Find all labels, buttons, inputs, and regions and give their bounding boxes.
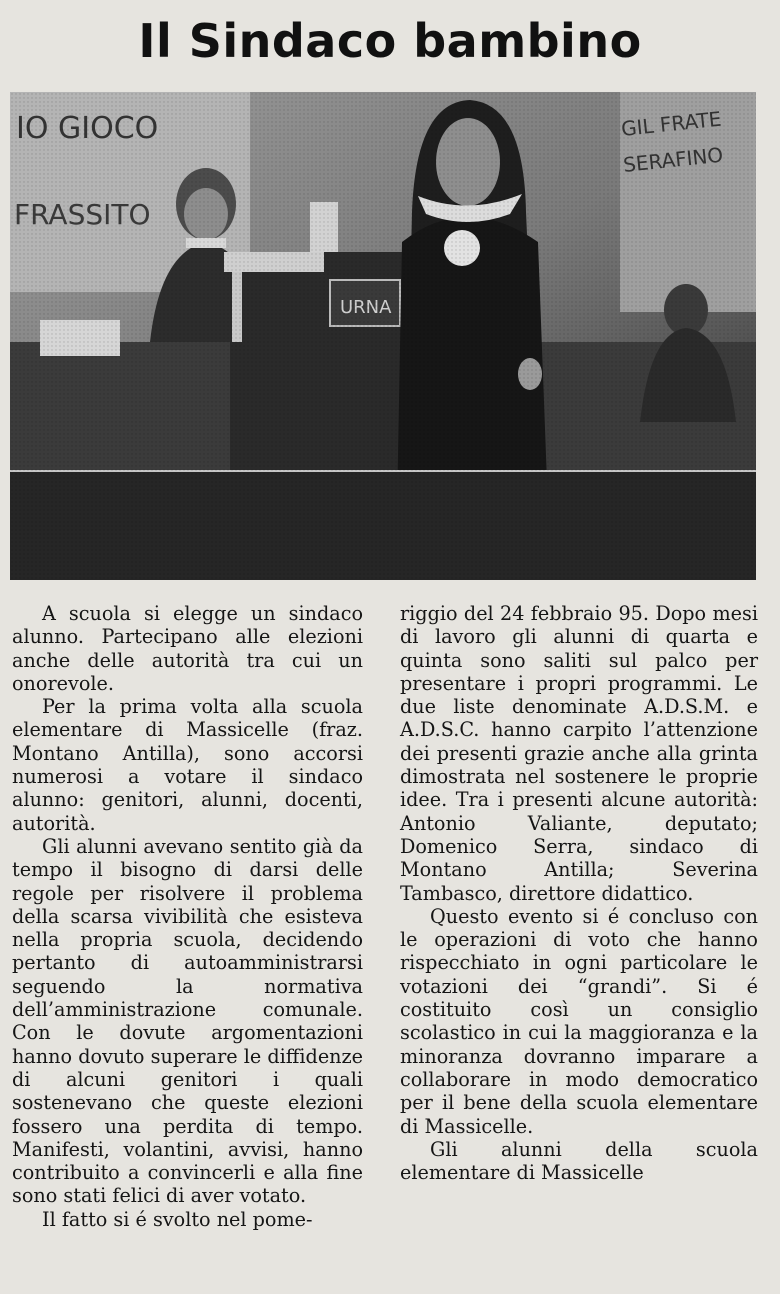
headline: Il Sindaco bambino bbox=[138, 14, 642, 68]
signature-line: Gli alunni della scuola elementare di Massicelle bbox=[400, 1137, 758, 1185]
paragraph-4: Il fatto si é svolto nel pome- bbox=[42, 1207, 313, 1231]
left-column bbox=[12, 602, 363, 1231]
article-photo bbox=[10, 92, 756, 580]
photo-illustration bbox=[10, 92, 756, 580]
paragraph-1: A scuola si elegge un sindaco alunno. Partecipano alle elezioni anche delle autorità tra cui un onorevole. bbox=[12, 602, 363, 695]
paragraph-5: riggio del 24 febbraio 95. Dopo mesi di lavoro gli alunni di quarta e quinta sono saliti sul palco per presentare i propri programmi. Le due liste denominate A.D.S.M. e A.D.S.C. hanno carpito l’attenzione dei presenti grazie anche alla grinta dimostrata nel sostenere le proprie idee. Tra i presenti alcune autorità: Antonio Valiante, deputato; Domenico Serra, sindaco di Montano Antilla; Severina Tambasco, direttore didattico. bbox=[400, 602, 758, 905]
paragraph-3: Gli alunni avevano sentito già da tempo il bisogno di darsi delle regole per risolvere il problema della scarsa vivibilità che esisteva nella propria scuola, decidendo pertanto di autoamministrarsi seguendo la normativa dell’amministrazione comunale. Con le dovute argomentazioni hanno dovuto superare le diffidenze di alcuni genitori i quali sostenevano che queste elezioni fossero una perdita di tempo. Manifesti, volantini, avvisi, hanno contribuito a convincerli e alla fine sono stati felici di aver votato. bbox=[12, 834, 363, 1208]
right-column bbox=[400, 602, 758, 1184]
paragraph-2: Per la prima volta alla scuola elementare di Massicelle (fraz. Montano Antilla), sono accorsi numerosi a votare il sindaco alunno: genitori, alunni, docenti, autorità. bbox=[12, 695, 363, 835]
paragraph-6: Questo evento si é concluso con le operazioni di voto che hanno rispecchiato in ogni particolare le votazioni dei “grandi”. Si é costituito così un consiglio scolastico in cui la maggioranza e la minoranza dovranno imparare a collaborare in modo democratico per il bene della scuola elementare di Massicelle. bbox=[400, 904, 758, 1138]
